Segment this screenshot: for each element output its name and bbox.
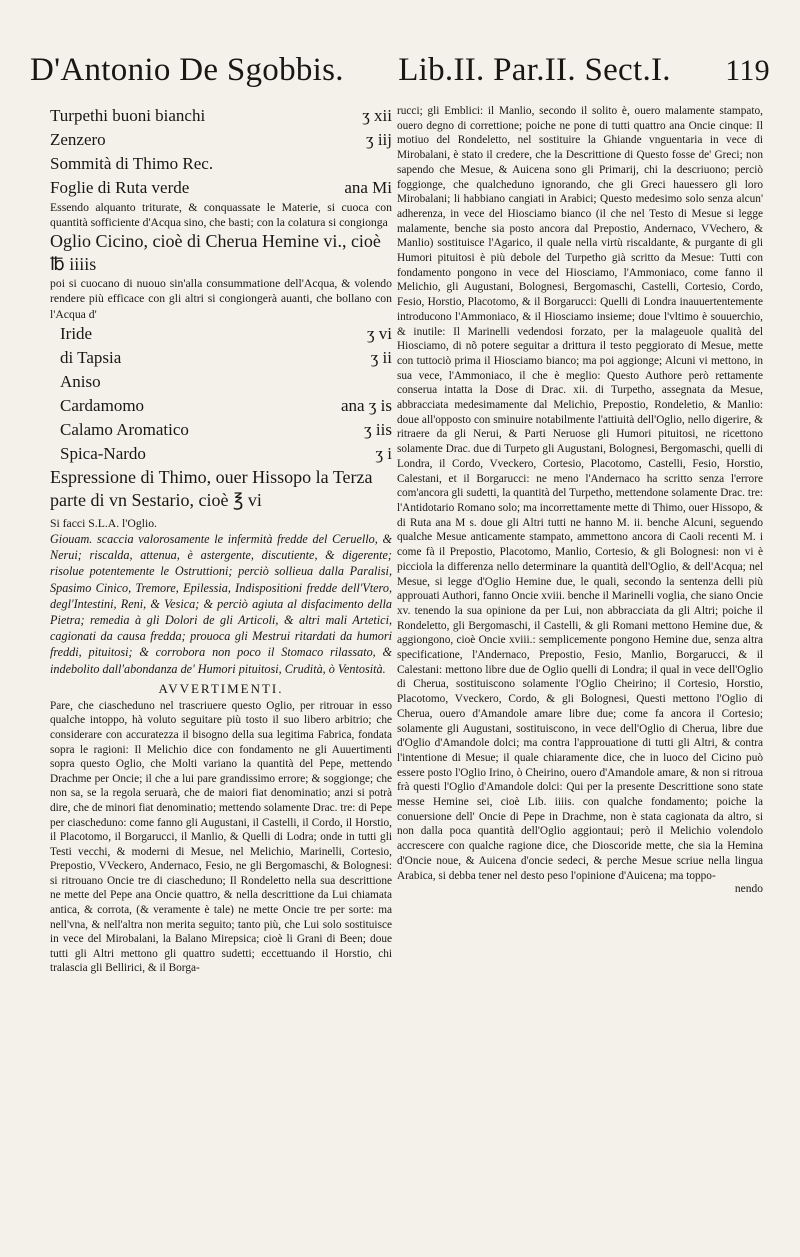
recipe-line: Aniso [60,371,101,391]
recipe-line: di Tapsia ʒ ii [60,347,392,367]
paragraph: Essendo alquanto triturate, & conquassate le Materie, si cuoca con quantità sofficiente d'Acqua sino, che basti; con la colatura si congionga [50,201,392,230]
recipe-line: Calamo Aromatico ʒ iis [60,419,392,439]
recipe-line: Zenzero ʒ iij [50,130,392,149]
catchword: nendo [734,883,763,896]
virtues-paragraph: Giouam. scaccia valorosamente le infermità fredde del Ceruello, & Nerui; riscalda, attenua, è astergente, discutiente, & digerente; risolue potentemente le Ostruttioni; perciò sollieua dalla Paralisi, Spasimo Cinico, Tremore, Epilessia, Indispositioni fredde dell'Vtero, degl'Intestini, Reni, & Vesica; & perciò agiuta al disfacimento della Pietra; remedia à gli Dolori de gli Articoli, & altri mali Artetici, cagionati da causa fredda; prouoca gli Mestrui ritardati da humori freddi, pituitosi; & corrobora non poco il Stomaco rilassato, & indebolito dall'abondanza de' Humori pituitosi, Crudità, ò Ventosità. [50,531,392,676]
recipe-line: Foglie di Ruta verde ana Mi [50,178,392,197]
recipe-list-1 [50,104,392,200]
header-author: D'Antonio De Sgobbis. [30,52,344,88]
paragraph: Pare, che ciascheduno nel trascriuere questo Oglio, per ritrouar in esso qualche intoppo, hà voluto seguitare più tosto il suo libero arbitrio; che considerare con accuratezza il bisogno della sua legitima Fabrica, fondata sopra le ragioni: Il Melichio dice con fondamento ne gli Auuertimenti sopra questo Oglio, che Molti variano la quantità del Pepe, mettendo Drachme per Oncie; il che a lui pare grandissimo errore; & soggionge; che non sa, se la regola seruarà, che de maiori fiat denominatio; anzi si potrà dire, che de minori fiat denominatio; mettendo solamente Drac. tre: di Pepe per ciascheduno: come fanno gli Augustani, il Castelli, il Cordo, il Horstio, il Placotomo, il Borgarucci, il Manlio, & Quelli di Lodra; onde in tutti gli Testi vecchi, & moderni di Mesue, nel Melichio, Marinelli, Cortesio, Prepostio, VVeckero, Andernaco, Fesio, ne gli Bergomaschi, & Bolognesi: si ritrouano Oncie tre di ciascheduno; Il Rondeletto nella sua descrittione ne mette del Pepe ana Oncie quattro, & nella descrittione da Lui chiamata antica, & corrota, (& veramente è tale) ne mette Oncie tre per sorte: ma nell'vna, & nell'altra non merita seguito; tanto più, che Lui solo sostituisce in vece del Mirobalani, la Balano Mirepsica; cioè li Grani di Been; doue tutti gli Altri mettono gli quattro sudetti; eccettuando il Horstio, chi tralascia gli Bellirici, & il Borga- [50,699,392,975]
running-header [30,52,770,100]
recipe-line: Sommità di Thimo Rec. [50,154,214,173]
paragraph: Si facci S.L.A. l'Oglio. [50,516,157,530]
page-number: 119 [725,54,770,87]
recipe-line: Turpethi buoni bianchi ʒ xii [50,106,392,125]
section-title: AVVERTIMENTI. [158,680,284,696]
paragraph: rucci; gli Emblici: il Manlio, secondo il solito è, ouero malamente stampato, ouero degno di correttione; poiche ne pone di tutti quattro ana Oncie cinque: Il motiuo del Rondeletto, nel sostituire la Ghiande vnguentaria in vece di Mirobalani, è stato il credere, che la Descrittione di Questo fosse de' Greci; non sapendo che Mesue, & Auicena sono gli Primarij, chi la descriuono; perciò foggionge, che qualcheduno ignorando, che gli Greci hauessero gli loro Mirobalani; li habbiano cangiati in Arabici; Questo medesimo solo senza alcun' adherenza, in vece del Hiosciamo bianco (il che nel Testo di Mesue si legge malamente, benche sia posto ancora dal Prepostio, Andernaco, VVechero, & Manlio) sostituisce l'Agarico, il quale nella virtù riscaldante, & purgante di gli Humori pituitosi è più debole del Turpetho già scritto da Mesue: Tutti con fondamento pongono in vece del Hiosciamo, l'Ammoniaco, come fanno il Melichio, gli Augustani, Bolognesi, Bergomaschi, Castelli, Cortesio, Cordo, Fesio, Horstio, Placotomo, & il Borgarucci: Quelli di Londra inauuertentemente introducono l'Ammoniaco, & il Hiosciamo insieme; doue l'vltimo è souuerchio, & inutile: Il Marinelli vedendosi forzato, per la malageuole qualità del Hiosciamo, di nõ potere seguitar a drittura il testo peggiorato di Mesue, mette con tuttociò prima il Hiosciamo bianco; ma poi aggionge; Alcuni vi mettono, in sua vece, l'Ammoniaco, il che è meglio: Questo Authore però rettamente conserua intatta la Dose di Drac. xii. di Turpetho, assegnata da Mesue, abbracciata medesimamente dal Melichio, Prepostio, Rondeletio, & Manlio: doue all'opposto con sminuire notabilmente l'attiuità dell'Oglio, nello digerire, & ritraere da gli Nerui, & Parti Neruose gli Humori pituitosi, ne ricettono solamente Drac. due di Turpeto gli Augustani, Bolognesi, Bergomaschi, quelli di Londra, il Cordo, Vveckero, Cortesio, Placotomo, Castelli, Fesio, Horstio, Calestani, et il Borgarucci: ne meno l'Andernaco ha scritto senza l'errore com'ancora gli sudetti, la quantità del Turpetho, mettendone solamente Drac. tre: l'Antidotario Romano solo; ma incorrettamente mette di Thimo, ouer Hissopo, & di Ruta ana M s. doue gli Altri tutti ne hanno M. ii. benche Alcuni, seguendo qualche Mesue anticamente stampato, ammettono ancora di Caoli recenti M. i come fà il Prepostio, Placotomo, Manlio, Cortesio, & gli Bolognesi: non vi è picciola la differenza nello determinare la quantità dell'Oglio, & dell'Acqua; nel Mesue, si legge d'Oglio Hemine due, le quali, secondo la sentenza delli più approuati Authori, fanno Oncie xviii. benche il Marinelli voglia, che siano Oncie xv. tenendo la sua opinione da per Lui, non abbracciata da gli Altri; poiche il Rondeletto, gli Bergomaschi, il Castelli, & gli Romani mettono Hemine due, & aggiongono, cioè Oncie xviii.: semplicemente pongono Hemine due, senza altra specificatione, l'Andernaco, Prepostio, Fesio, Manlio, Borgarucci, & il Calestani: mettono libre due de Oglio quelli di Londra; il qual in vece dell'Oglio di Cherua, sostituiscono solamente l'Oglio Cheirino; il Cortesio, Horstio, Placotomo, Vveckero, Cordo, & gli Bolognesi, Questi mettono l'Oglio di Cherua, ouero d'Amandole amare libre due; come fa ancora il Cortesio; solamente gli Augustani, sostituiscono, in vece dell'Oglio di Cherua, libre due d'Oglio d'Amandole dolci; ma contra l'approuatione di tutti gli Altri, & contra l'intentione di Mesue; il quale chiaramente dice, che in luoco del Cicino può essere posto l'Oglio Irino, ò Cheirino, ouero d'Amandole amare, & non si ritroua frà questi l'Oglio d'Amandole dolci: Qui per la presente Descrittione sono state messe Hemine sei, cioè Lib. iiiis. con qualche fondamento; poiche la conuersione dell' Oncie di Pepe in Drachme, non è stata cagionata da altro, si non dalla poca quantità dell'Oglio aggiontaui; però il Melichio volendolo accrescere con qualche ragione dice, che Dioscoride mette, che sia la Hemina d'Oncie noue, & Auicena d'oncie sedeci, & perche Mesue scriue nella lingua Arabica, si debba tener nel desto peso l'opinione d'Auicena; ma toppo- [397,105,763,882]
left-column [50,104,392,976]
recipe-line: Cardamomo ana ʒ is [60,395,392,415]
recipe-list-2 [50,322,392,466]
oil-heading: Oglio Cicino, cioè di Cherua Hemine vi., cioè ℔ iiiis [50,231,381,275]
header-section: Lib.II. Par.II. Sect.I. [398,52,671,88]
expression-heading: Espressione di Thimo, ouer Hissopo la Terza parte di vn Sestario, cioè ℥ vi [50,466,373,510]
right-column [397,104,763,895]
paragraph: poi si cuocano di nuouo sin'alla consummatione dell'Acqua, & volendo rendere più efficace con gli altri si congiongerà auanti, che bollano con l'Acqua d' [50,277,392,321]
recipe-line: Spica-Nardo ʒ i [60,443,392,463]
recipe-line: Iride ʒ vi [60,323,392,343]
